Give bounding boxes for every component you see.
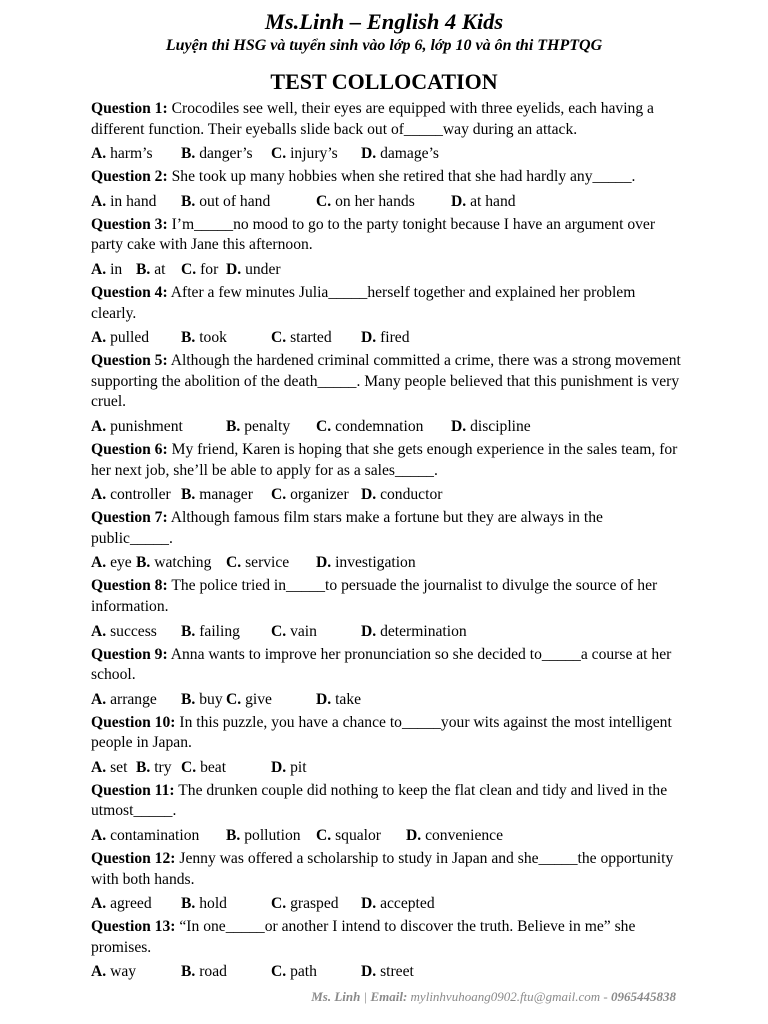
option-text: danger’s (199, 145, 253, 163)
option-text: controller (110, 486, 171, 504)
question-text: Although famous film stars make a fortune but they are always in the public_____. (91, 509, 603, 547)
question-12 (91, 849, 681, 890)
option-text: damage’s (380, 145, 439, 163)
option-text: grasped (290, 895, 339, 913)
option-letter: A. (91, 895, 107, 913)
option-letter: D. (361, 145, 377, 163)
answer-option (181, 143, 253, 164)
answer-option (181, 191, 270, 212)
question-2 (91, 167, 681, 188)
footer-phone-separator: - (600, 989, 611, 1004)
option-text: eye (110, 554, 132, 572)
document-header (0, 8, 768, 56)
answer-option (361, 893, 435, 914)
answer-option (91, 689, 157, 710)
option-letter: D. (361, 963, 377, 981)
option-text: on her hands (335, 192, 415, 210)
option-text: condemnation (335, 417, 424, 435)
option-text: manager (199, 486, 253, 504)
answer-options (91, 552, 681, 573)
answer-option (316, 191, 415, 212)
question-9 (91, 645, 681, 686)
option-letter: A. (91, 192, 107, 210)
option-letter: B. (226, 827, 241, 845)
answer-option (316, 689, 361, 710)
option-letter: D. (226, 260, 242, 278)
option-letter: C. (316, 827, 332, 845)
option-letter: C. (271, 622, 287, 640)
question-label: Question 8: (91, 577, 168, 595)
option-text: give (245, 690, 272, 708)
answer-option (136, 259, 165, 280)
answer-option (181, 689, 223, 710)
answer-option (181, 484, 253, 505)
option-letter: A. (91, 827, 107, 845)
footer-phone: 0965445838 (611, 989, 676, 1004)
question-label: Question 5: (91, 352, 168, 370)
option-letter: A. (91, 758, 107, 776)
option-letter: A. (91, 417, 107, 435)
option-letter: D. (271, 758, 287, 776)
answer-options (91, 484, 681, 505)
option-text: punishment (110, 417, 183, 435)
option-letter: D. (361, 329, 377, 347)
option-text: at hand (470, 192, 516, 210)
question-7 (91, 508, 681, 549)
answer-options (91, 689, 681, 710)
option-text: under (245, 260, 281, 278)
option-text: injury’s (290, 145, 338, 163)
question-13 (91, 917, 681, 958)
footer-email: mylinhvuhoang0902.ftu@gmail.com (410, 989, 601, 1004)
answer-option (91, 191, 156, 212)
option-letter: B. (181, 192, 196, 210)
question-text: My friend, Karen is hoping that she gets enough experience in the sales team, for her next job, she’ll be able to apply for as a sales_____. (91, 440, 678, 479)
option-letter: B. (136, 758, 151, 776)
option-text: in (110, 260, 123, 278)
option-letter: B. (181, 622, 196, 640)
option-letter: A. (91, 260, 107, 278)
answer-options (91, 621, 681, 642)
option-text: conductor (380, 486, 443, 504)
answer-options (91, 893, 681, 914)
answer-option (91, 143, 153, 164)
option-letter: C. (271, 963, 287, 981)
question-1 (91, 99, 681, 140)
question-text: After a few minutes Julia_____herself together and explained her problem clearly. (91, 283, 636, 322)
footer-email-label: Email: (370, 989, 408, 1004)
option-text: try (154, 758, 172, 776)
option-letter: B. (136, 260, 151, 278)
option-text: way (110, 963, 137, 981)
question-label: Question 4: (91, 283, 168, 301)
answer-option (91, 259, 122, 280)
option-text: harm’s (110, 145, 153, 163)
answer-option (226, 689, 272, 710)
option-text: at (154, 260, 166, 278)
answer-options (91, 961, 681, 982)
question-text: Jenny was offered a scholarship to study in Japan and she_____the opportunity with both hands. (91, 850, 674, 888)
answer-option (91, 893, 152, 914)
answer-options (91, 143, 681, 164)
question-5 (91, 351, 681, 413)
answer-option (91, 416, 183, 437)
option-letter: C. (316, 192, 332, 210)
option-text: road (199, 963, 227, 981)
option-letter: C. (271, 895, 287, 913)
option-letter: D. (316, 554, 332, 572)
option-letter: B. (181, 486, 196, 504)
option-letter: C. (271, 329, 287, 347)
option-text: buy (199, 690, 223, 708)
option-letter: A. (91, 329, 107, 347)
answer-option (226, 416, 290, 437)
question-text: In this puzzle, you have a chance to_____your wits against the most intelligent people in Japan. (91, 713, 672, 752)
question-text: I’m_____no mood to go to the party tonight because I have an argument over party cake with Jane this afternoon. (91, 215, 656, 254)
answer-option (271, 327, 332, 348)
answer-option (91, 552, 132, 573)
footer-name: Ms. Linh (311, 989, 361, 1004)
option-text: fired (380, 329, 410, 347)
answer-option (181, 327, 227, 348)
answer-option (181, 259, 218, 280)
answer-options (91, 191, 681, 212)
answer-option (361, 961, 414, 982)
option-letter: D. (316, 690, 332, 708)
option-text: out of hand (199, 192, 271, 210)
option-text: accepted (380, 895, 435, 913)
question-text: The police tried in_____to persuade the journalist to divulge the source of her information. (91, 577, 658, 615)
answer-option (316, 416, 423, 437)
brand-title: Ms.Linh – English 4 Kids (264, 9, 504, 34)
question-6 (91, 440, 681, 481)
question-text: Crocodiles see well, their eyes are equipped with three eyelids, each having a different function. Their eyeballs slide back out of_____way during an attack. (91, 100, 654, 138)
option-letter: C. (226, 690, 242, 708)
option-letter: C. (271, 486, 287, 504)
option-letter: B. (181, 895, 196, 913)
question-10 (91, 713, 681, 754)
answer-option (136, 757, 172, 778)
option-text: for (200, 260, 219, 278)
option-text: agreed (110, 895, 152, 913)
answer-option (271, 143, 338, 164)
option-letter: A. (91, 963, 107, 981)
answer-option (226, 825, 301, 846)
answer-options (91, 416, 681, 437)
option-letter: C. (271, 145, 287, 163)
answer-option (91, 757, 127, 778)
question-text: “In one_____or another I intend to discover the truth. Believe in me” she promises. (91, 918, 636, 956)
option-text: pollution (244, 827, 301, 845)
question-label: Question 12: (91, 850, 176, 868)
question-label: Question 13: (91, 918, 176, 936)
question-3 (91, 215, 681, 256)
option-text: convenience (425, 827, 504, 845)
question-text: Anna wants to improve her pronunciation so she decided to_____a course at her school. (91, 645, 672, 684)
question-label: Question 9: (91, 645, 168, 663)
answer-option (91, 484, 171, 505)
answer-option (316, 552, 416, 573)
answer-option (361, 484, 442, 505)
option-text: watching (154, 554, 212, 572)
answer-option (361, 621, 467, 642)
question-4 (91, 283, 681, 324)
option-text: started (290, 329, 332, 347)
option-text: pulled (110, 329, 150, 347)
option-text: organizer (290, 486, 349, 504)
answer-option (181, 621, 240, 642)
option-text: squalor (335, 827, 381, 845)
option-letter: A. (91, 622, 107, 640)
answer-option (181, 893, 227, 914)
option-letter: D. (361, 895, 377, 913)
answer-options (91, 259, 681, 280)
option-letter: B. (181, 145, 196, 163)
option-letter: A. (91, 690, 107, 708)
answer-option (136, 552, 211, 573)
option-text: took (199, 329, 227, 347)
question-label: Question 6: (91, 440, 168, 458)
answer-option (316, 825, 381, 846)
option-text: service (245, 554, 290, 572)
option-text: investigation (335, 554, 416, 572)
answer-options (91, 327, 681, 348)
answer-option (271, 621, 317, 642)
option-letter: D. (361, 622, 377, 640)
question-11 (91, 781, 681, 822)
option-text: hold (199, 895, 227, 913)
option-text: success (110, 622, 157, 640)
option-text: contamination (110, 827, 200, 845)
option-letter: B. (226, 417, 241, 435)
answer-options (91, 825, 681, 846)
answer-option (91, 621, 157, 642)
option-text: in hand (110, 192, 157, 210)
option-text: path (290, 963, 317, 981)
question-label: Question 1: (91, 100, 168, 117)
option-text: set (110, 758, 128, 776)
option-letter: B. (181, 963, 196, 981)
answer-option (91, 961, 136, 982)
option-letter: B. (181, 690, 196, 708)
option-text: vain (290, 622, 317, 640)
answer-option (361, 143, 439, 164)
option-text: pit (290, 758, 307, 776)
option-text: penalty (244, 417, 291, 435)
answer-option (271, 484, 349, 505)
option-letter: D. (361, 486, 377, 504)
option-letter: A. (91, 554, 107, 572)
brand-subtitle: Luyện thi HSG và tuyển sinh vào lớp 6, lớp 10 và ôn thi THPTQG (165, 37, 603, 54)
answer-option (361, 327, 410, 348)
question-text: She took up many hobbies when she retired that she had hardly any_____. (171, 168, 636, 186)
answer-option (226, 259, 281, 280)
answer-option (406, 825, 503, 846)
question-label: Question 10: (91, 713, 176, 731)
option-letter: C. (181, 758, 197, 776)
option-letter: C. (181, 260, 197, 278)
option-letter: A. (91, 145, 107, 163)
option-text: take (335, 690, 362, 708)
answer-option (451, 191, 516, 212)
option-text: arrange (110, 690, 157, 708)
question-text: The drunken couple did nothing to keep the flat clean and tidy and lived in the utmost_____. (91, 781, 668, 820)
footer-separator: | (360, 989, 371, 1004)
option-letter: B. (136, 554, 151, 572)
option-letter: C. (226, 554, 242, 572)
page-title: TEST COLLOCATION (270, 69, 498, 94)
question-text: Although the hardened criminal committed a crime, there was a strong movement supporting the abolition of the death_____. Many people believed that this punishment is very cruel. (91, 352, 681, 411)
option-text: failing (199, 622, 240, 640)
footer-contact (311, 988, 676, 1006)
option-letter: D. (406, 827, 422, 845)
answer-option (91, 825, 199, 846)
answer-option (271, 757, 307, 778)
question-label: Question 3: (91, 215, 168, 233)
option-text: street (380, 963, 414, 981)
option-letter: D. (451, 192, 467, 210)
question-label: Question 2: (91, 168, 168, 186)
question-label: Question 11: (91, 781, 175, 799)
answer-option (226, 552, 289, 573)
answer-option (91, 327, 149, 348)
option-text: determination (380, 622, 467, 640)
option-letter: A. (91, 486, 107, 504)
answer-option (271, 961, 317, 982)
option-text: discipline (470, 417, 531, 435)
question-list (91, 99, 681, 985)
option-letter: B. (181, 329, 196, 347)
option-letter: C. (316, 417, 332, 435)
question-label: Question 7: (91, 509, 168, 527)
option-text: beat (200, 758, 227, 776)
answer-option (271, 893, 339, 914)
answer-option (181, 757, 226, 778)
question-8 (91, 576, 681, 617)
answer-option (451, 416, 531, 437)
answer-options (91, 757, 681, 778)
answer-option (181, 961, 227, 982)
option-letter: D. (451, 417, 467, 435)
